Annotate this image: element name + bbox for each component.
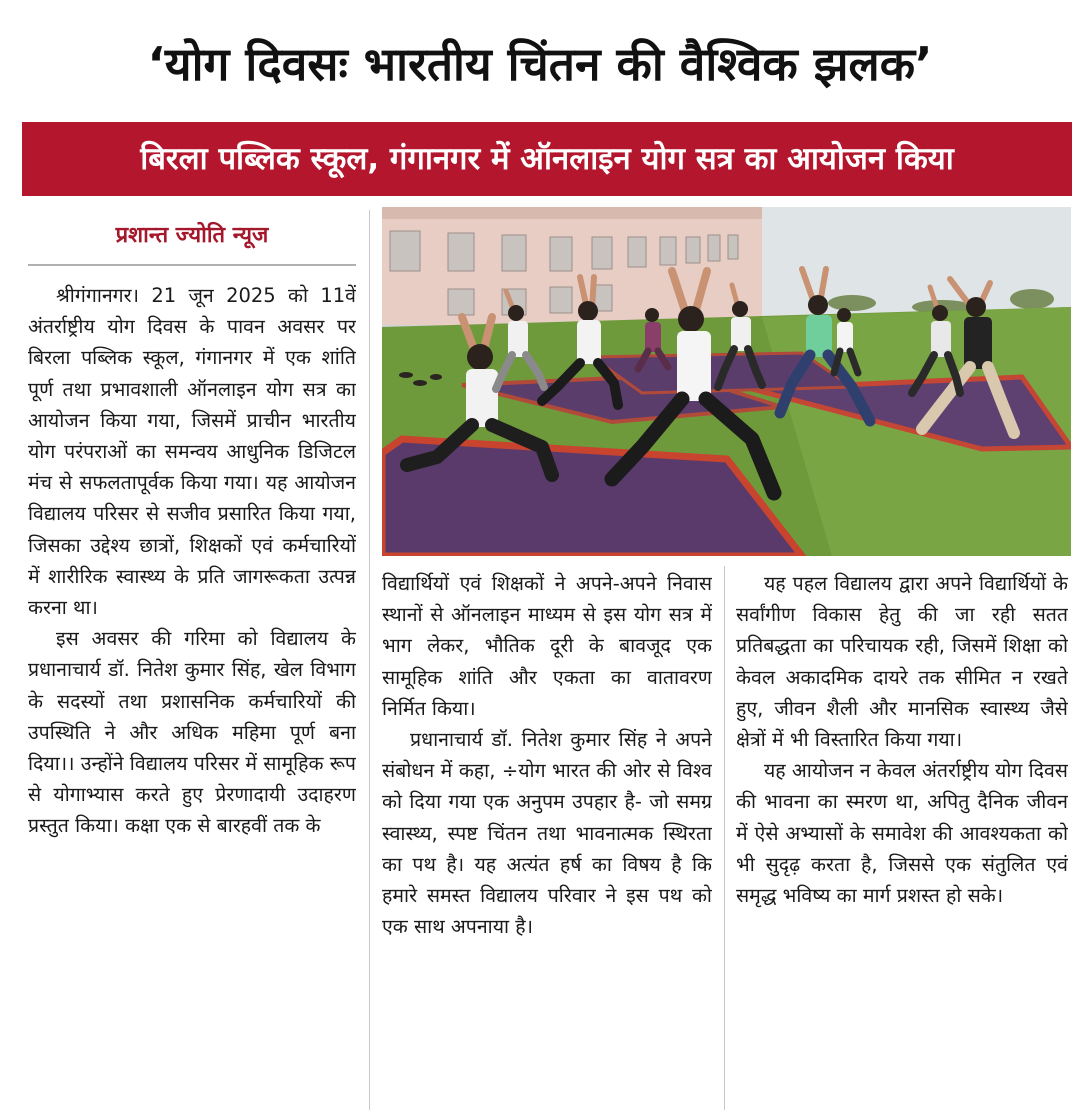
paragraph: श्रीगंगानगर। 21 जून 2025 को 11वें अंतर्राष्ट्रीय योग दिवस के पावन अवसर पर बिरला पब्लिक स्कूल, गंगानगर में एक शांति पूर्ण तथा प्रभावशाली ऑनलाइन योग सत्र का आयोजन किया गया, जिसमें प्राचीन भारतीय योग परंपराओं का समन्वय आधुनिक डिजिटल मंच से सफलतापूर्वक किया गया। यह आयोजन विद्यालय परिसर से सजीव प्रसारित किया गया, जिसका उद्देश्य छात्रों, शिक्षकों एवं कर्मचारियों में शारीरिक स्वास्थ्य के प्रति जागरूकता उत्पन्न करना था। — [28, 284, 356, 620]
paragraph: यह पहल विद्यालय द्वारा अपने विद्यार्थियों के सर्वांगीण विकास हेतु की जा रही सतत प्रतिबद्धता का परिचायक रही, जिसमें शिक्षा को केवल अकादमिक दायरे तक सीमित न रखते हुए, जीवन शैली और मानसिक स्वास्थ्य जैसे क्षेत्रों में भी विस्तारित किया गया। — [736, 572, 1068, 752]
byline-divider — [28, 264, 356, 266]
subheadline-banner: बिरला पब्लिक स्कूल, गंगानगर में ऑनलाइन योग सत्र का आयोजन किया — [22, 122, 1072, 196]
article-column-1 — [28, 280, 356, 1110]
column-divider — [369, 210, 370, 1110]
byline: प्रशान्त ज्योति न्यूज — [115, 223, 269, 248]
headline: ‘योग दिवसः भारतीय चिंतन की वैश्विक झलक’ — [147, 37, 933, 91]
column-divider — [724, 566, 725, 1110]
paragraph: प्रधानाचार्य डॉ. नितेश कुमार सिंह ने अपने संबोधन में कहा, ÷योग भारत की ओर से विश्व को दिया गया एक अनुपम उपहार है- जो समग्र स्वास्थ्य, स्पष्ट चिंतन तथा भावनात्मक स्थिरता का पथ है। यह अत्यंत हर्ष का विषय है कि हमारे समस्त विद्यालय परिवार ने इस पथ को एक साथ अपनाया है। — [382, 728, 712, 939]
paragraph: विद्यार्थियों एवं शिक्षकों ने अपने-अपने निवास स्थानों से ऑनलाइन माध्यम से इस योग सत्र में भाग लेकर, भौतिक दूरी के बावजूद एक सामूहिक शांति और एकता का वातावरण निर्मित किया। — [382, 572, 712, 720]
yoga-session-photo — [382, 207, 1071, 556]
paragraph: इस अवसर की गरिमा को विद्यालय के प्रधानाचार्य डॉ. नितेश कुमार सिंह, खेल विभाग के सदस्यों तथा प्रशासनिक कर्मचारियों की उपस्थिति ने और अधिक महिमा पूर्ण बना दिया।। उन्होंने विद्यालय परिसर में सामूहिक रूप से योगाभ्यास करते हुए प्रेरणादायी उदाहरण प्रस्तुत किया। कक्षा एक से बारहवीं तक के — [28, 627, 356, 838]
paragraph: यह आयोजन न केवल अंतर्राष्ट्रीय योग दिवस की भावना का स्मरण था, अपितु दैनिक जीवन में ऐसे अभ्यासों के समावेश की आवश्यकता को भी सुदृढ़ करता है, जिससे एक संतुलित एवं समृद्ध भविष्य का मार्ग प्रशस्त हो सके। — [736, 759, 1068, 908]
article-column-3 — [736, 568, 1068, 1110]
yoga-photo-illustration — [382, 207, 1071, 556]
article-column-2 — [382, 568, 712, 1110]
